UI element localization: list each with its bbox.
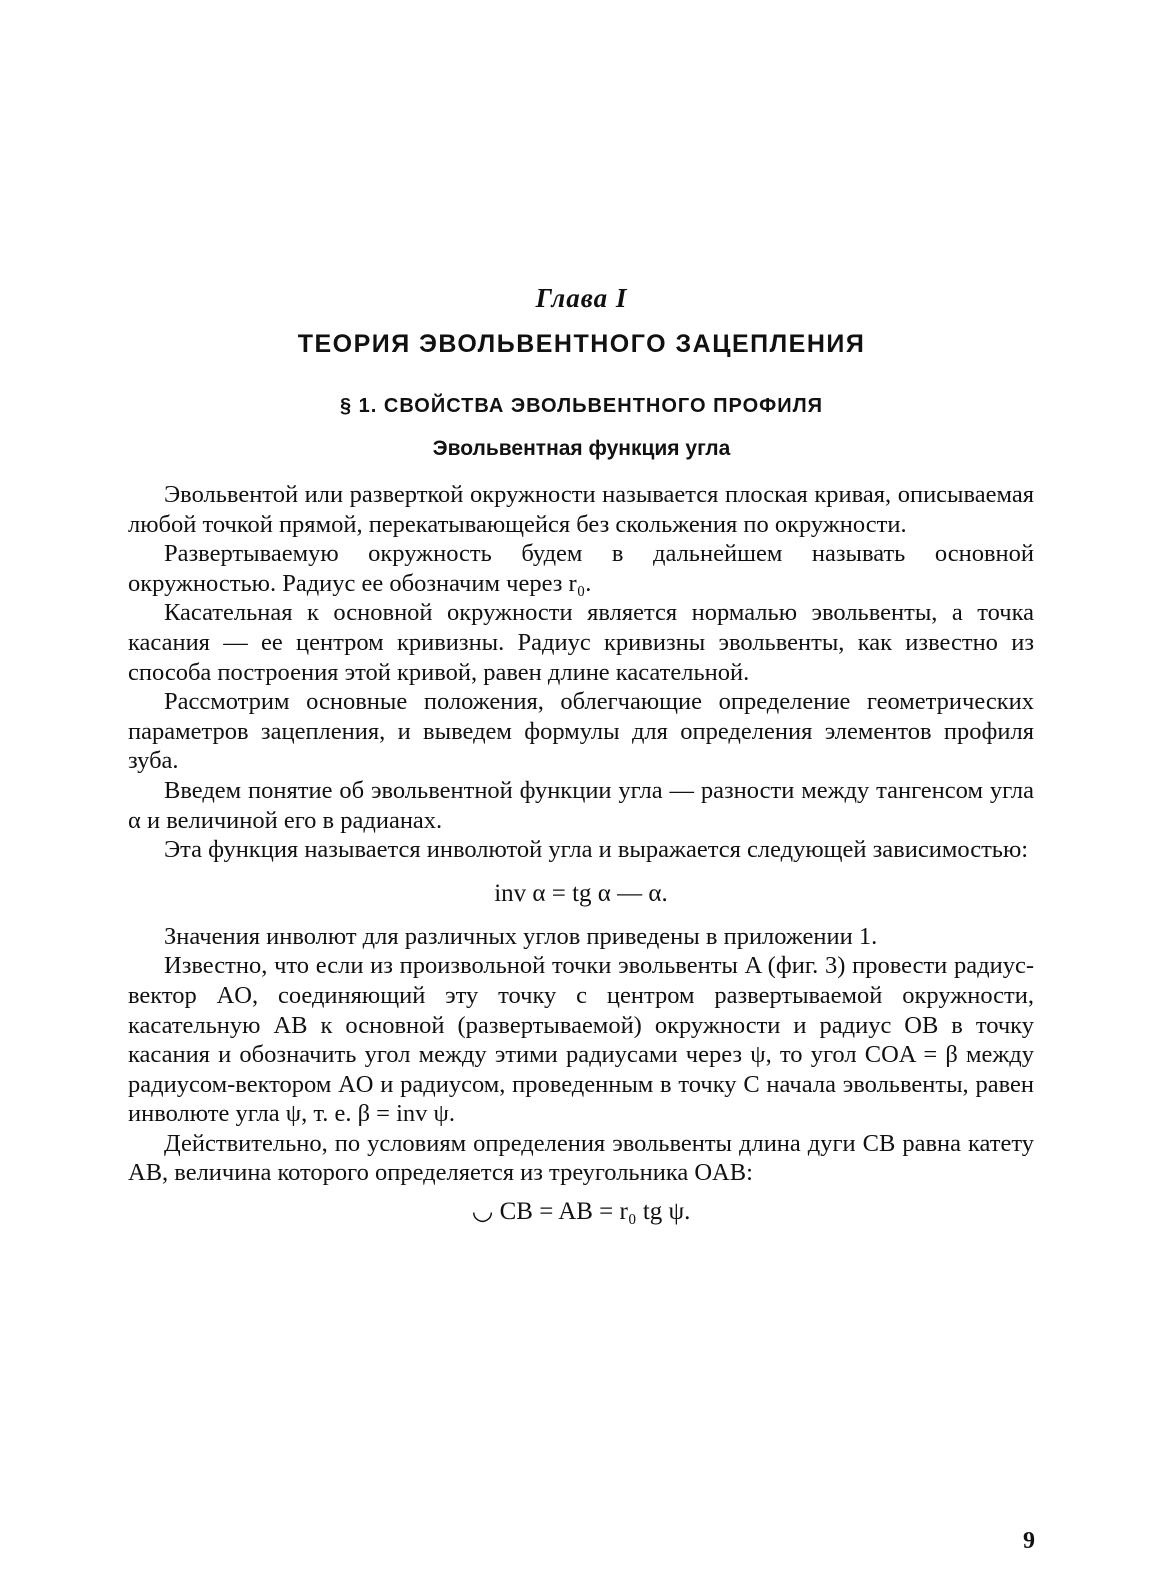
paragraph: Значения инволют для различных углов приведены в приложении 1. [164, 922, 878, 950]
paragraph: Эвольвентой или разверткой окружности называется плоская кривая, описываемая любой точкой прямой, перекатывающейся без скольжения по окружности. [128, 481, 1034, 538]
paragraph: Развертываемую окружность будем в дальнейшем называть основной окружностью. Радиус ее обозначим через r₀. [128, 540, 1034, 597]
section-title: § 1. СВОЙСТВА ЭВОЛЬВЕНТНОГО ПРОФИЛЯ [340, 395, 823, 417]
paragraph: Касательная к основной окружности является нормалью эвольвенты, а точка касания — ее центром кривизны. Радиус кривизны эвольвенты, как известно из способа построения этой кривой, равен длине касательной. [128, 599, 1034, 686]
paragraph: Известно, что если из произвольной точки эвольвенты A (фиг. 3) провести радиус-вектор AO, соединяющий эту точку с центром развертываемой окружности, касательную AB к основной (развертываемой) окружности и радиус OB в точку касания и обозначить угол между этими радиусами через ψ, то угол COA = β между радиусом-вектором AO и радиусом, проведенным в точку C начала эвольвенты, равен инволюте угла ψ, т. е. β = inv ψ. [128, 952, 1034, 1128]
paragraph: Эта функция называется инволютой угла и выражается следующей зависимостью: [164, 836, 1029, 864]
chapter-label: Глава I [535, 283, 628, 313]
chapter-title: ТЕОРИЯ ЭВОЛЬВЕНТНОГО ЗАЦЕПЛЕНИЯ [297, 330, 866, 358]
paragraph: Рассмотрим основные положения, облегчающие определение геометрических параметров зацепления, и выведем формулы для определения элементов профиля зуба. [128, 688, 1034, 775]
formula-involute: inv α = tg α — α. [494, 879, 668, 907]
page-number: 9 [1023, 1528, 1035, 1554]
body-text [128, 480, 1034, 1236]
subsection-title: Эвольвентная функция угла [432, 437, 731, 460]
paragraph: Введем понятие об эвольвентной функции угла — разности между тангенсом угла α и величиной его в радианах. [128, 776, 1034, 834]
paragraph: Действительно, по условиям определения эвольвенты длина дуги CB равна катету AB, величина которого определяется из треугольника OAB: [128, 1129, 1034, 1187]
formula-arc: ◡ CB = AB = r₀ tg ψ. [471, 1198, 691, 1226]
